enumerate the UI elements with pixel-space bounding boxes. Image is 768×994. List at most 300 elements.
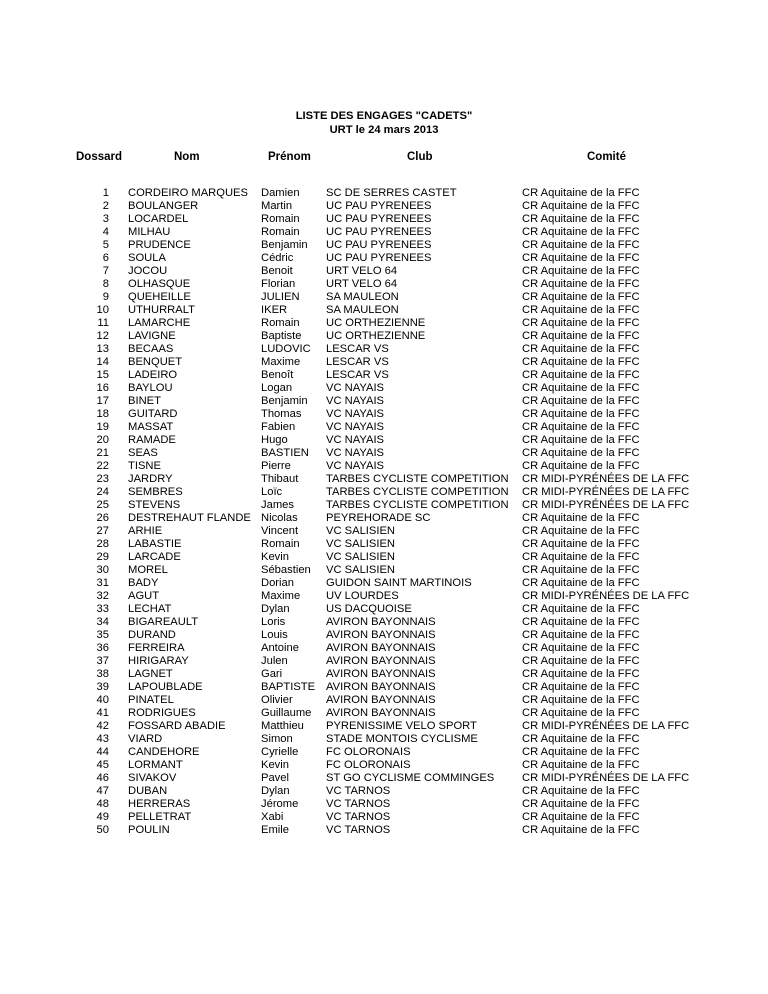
- cell-comite: CR Aquitaine de la FFC: [522, 252, 640, 264]
- cell-prenom: Matthieu: [261, 720, 304, 732]
- cell-club: TARBES CYCLISTE COMPETITION: [326, 473, 509, 485]
- cell-prenom: James: [261, 499, 294, 511]
- cell-nom: ARHIE: [128, 525, 163, 537]
- cell-club: AVIRON BAYONNAIS: [326, 694, 436, 706]
- table-row: [0, 551, 768, 564]
- cell-nom: LAPOUBLADE: [128, 681, 203, 693]
- cell-comite: CR Aquitaine de la FFC: [522, 408, 640, 420]
- cell-nom: MILHAU: [128, 226, 171, 238]
- cell-club: AVIRON BAYONNAIS: [326, 642, 436, 654]
- cell-prenom: Benjamin: [261, 395, 308, 407]
- cell-comite: CR Aquitaine de la FFC: [522, 187, 640, 199]
- table-row: [0, 577, 768, 590]
- header-club: Club: [407, 151, 433, 163]
- table-row: [0, 590, 768, 603]
- cell-club: VC TARNOS: [326, 785, 391, 797]
- cell-nom: CANDEHORE: [128, 746, 200, 758]
- table-row: [0, 642, 768, 655]
- cell-prenom: Maxime: [261, 356, 301, 368]
- cell-dossard: 31: [96, 577, 109, 589]
- cell-prenom: Thomas: [261, 408, 302, 420]
- cell-nom: LOCARDEL: [128, 213, 189, 225]
- cell-club: US DACQUOISE: [326, 603, 412, 615]
- cell-club: AVIRON BAYONNAIS: [326, 707, 436, 719]
- cell-dossard: 22: [96, 460, 109, 472]
- cell-comite: CR MIDI-PYRÉNÉES DE LA FFC: [522, 486, 690, 498]
- cell-nom: SEAS: [128, 447, 158, 459]
- cell-nom: STEVENS: [128, 499, 181, 511]
- cell-nom: OLHASQUE: [128, 278, 191, 290]
- table-row: [0, 239, 768, 252]
- cell-dossard: 25: [96, 499, 109, 511]
- cell-nom: DUBAN: [128, 785, 168, 797]
- cell-club: UC PAU PYRENEES: [326, 252, 432, 264]
- table-row: [0, 460, 768, 473]
- cell-nom: SIVAKOV: [128, 772, 177, 784]
- entries-table: [0, 187, 768, 837]
- cell-dossard: 10: [96, 304, 109, 316]
- cell-dossard: 5: [102, 239, 109, 251]
- cell-prenom: Gari: [261, 668, 283, 680]
- cell-nom: POULIN: [128, 824, 170, 836]
- cell-club: TARBES CYCLISTE COMPETITION: [326, 499, 509, 511]
- cell-comite: CR Aquitaine de la FFC: [522, 512, 640, 524]
- cell-comite: CR Aquitaine de la FFC: [522, 538, 640, 550]
- cell-comite: CR Aquitaine de la FFC: [522, 824, 640, 836]
- cell-comite: CR Aquitaine de la FFC: [522, 460, 640, 472]
- cell-comite: CR Aquitaine de la FFC: [522, 291, 640, 303]
- cell-dossard: 7: [102, 265, 109, 277]
- cell-club: LESCAR VS: [326, 369, 389, 381]
- table-row: [0, 226, 768, 239]
- table-row: [0, 421, 768, 434]
- table-row: [0, 811, 768, 824]
- cell-prenom: Romain: [261, 317, 300, 329]
- cell-nom: VIARD: [128, 733, 163, 745]
- cell-club: UC PAU PYRENEES: [326, 239, 432, 251]
- cell-prenom: BASTIEN: [261, 447, 309, 459]
- cell-club: VC NAYAIS: [326, 395, 385, 407]
- cell-nom: LADEIRO: [128, 369, 178, 381]
- cell-comite: CR Aquitaine de la FFC: [522, 681, 640, 693]
- header-comite: Comité: [587, 151, 626, 163]
- cell-nom: LARCADE: [128, 551, 181, 563]
- table-row: [0, 655, 768, 668]
- cell-nom: HIRIGARAY: [128, 655, 189, 667]
- table-row: [0, 278, 768, 291]
- cell-dossard: 50: [96, 824, 109, 836]
- table-row: [0, 694, 768, 707]
- cell-comite: CR Aquitaine de la FFC: [522, 551, 640, 563]
- table-row: [0, 317, 768, 330]
- cell-comite: CR MIDI-PYRÉNÉES DE LA FFC: [522, 772, 690, 784]
- table-row: [0, 382, 768, 395]
- cell-prenom: Logan: [261, 382, 293, 394]
- table-row: [0, 265, 768, 278]
- cell-dossard: 24: [96, 486, 109, 498]
- cell-comite: CR MIDI-PYRÉNÉES DE LA FFC: [522, 590, 690, 602]
- cell-nom: RODRIGUES: [128, 707, 196, 719]
- cell-prenom: Martin: [261, 200, 293, 212]
- cell-prenom: Loïc: [261, 486, 283, 498]
- table-row: [0, 213, 768, 226]
- cell-club: URT VELO 64: [326, 265, 398, 277]
- cell-prenom: Julen: [261, 655, 288, 667]
- table-row: [0, 304, 768, 317]
- cell-comite: CR Aquitaine de la FFC: [522, 811, 640, 823]
- cell-nom: FOSSARD ABADIE: [128, 720, 226, 732]
- table-row: [0, 200, 768, 213]
- cell-club: VC NAYAIS: [326, 408, 385, 420]
- table-row: [0, 434, 768, 447]
- cell-dossard: 1: [102, 187, 109, 199]
- cell-prenom: Hugo: [261, 434, 288, 446]
- cell-comite: CR Aquitaine de la FFC: [522, 798, 640, 810]
- cell-dossard: 42: [96, 720, 109, 732]
- cell-prenom: Benjamin: [261, 239, 308, 251]
- cell-dossard: 47: [96, 785, 109, 797]
- header-nom: Nom: [174, 151, 200, 163]
- cell-club: PEYREHORADE SC: [326, 512, 431, 524]
- cell-comite: CR Aquitaine de la FFC: [522, 278, 640, 290]
- cell-nom: BECAAS: [128, 343, 174, 355]
- cell-nom: DURAND: [128, 629, 176, 641]
- cell-nom: BENQUET: [128, 356, 183, 368]
- cell-club: PYRENISSIME VELO SPORT: [326, 720, 477, 732]
- cell-nom: LABASTIE: [128, 538, 182, 550]
- cell-comite: CR MIDI-PYRÉNÉES DE LA FFC: [522, 473, 690, 485]
- table-row: [0, 707, 768, 720]
- cell-comite: CR Aquitaine de la FFC: [522, 785, 640, 797]
- cell-dossard: 34: [96, 616, 109, 628]
- table-row: [0, 603, 768, 616]
- cell-comite: CR Aquitaine de la FFC: [522, 694, 640, 706]
- cell-prenom: Loris: [261, 616, 286, 628]
- cell-comite: CR Aquitaine de la FFC: [522, 395, 640, 407]
- cell-comite: CR MIDI-PYRÉNÉES DE LA FFC: [522, 720, 690, 732]
- cell-dossard: 2: [102, 200, 109, 212]
- cell-club: FC OLORONAIS: [326, 746, 411, 758]
- table-row: [0, 369, 768, 382]
- cell-club: VC SALISIEN: [326, 538, 396, 550]
- cell-nom: PELLETRAT: [128, 811, 192, 823]
- cell-comite: CR Aquitaine de la FFC: [522, 421, 640, 433]
- cell-club: AVIRON BAYONNAIS: [326, 668, 436, 680]
- cell-nom: FERREIRA: [128, 642, 185, 654]
- cell-nom: BIGAREAULT: [128, 616, 199, 628]
- cell-club: VC TARNOS: [326, 798, 391, 810]
- table-row: [0, 759, 768, 772]
- cell-comite: CR Aquitaine de la FFC: [522, 655, 640, 667]
- cell-prenom: Nicolas: [261, 512, 298, 524]
- table-row: [0, 252, 768, 265]
- cell-dossard: 37: [96, 655, 109, 667]
- table-row: [0, 343, 768, 356]
- header-prenom: Prénom: [268, 151, 311, 163]
- cell-nom: PRUDENCE: [128, 239, 191, 251]
- cell-prenom: Pierre: [261, 460, 291, 472]
- cell-prenom: Romain: [261, 538, 300, 550]
- cell-dossard: 9: [102, 291, 109, 303]
- cell-dossard: 16: [96, 382, 109, 394]
- title-line-2: URT le 24 mars 2013: [329, 123, 439, 136]
- cell-club: AVIRON BAYONNAIS: [326, 629, 436, 641]
- cell-dossard: 20: [96, 434, 109, 446]
- cell-prenom: IKER: [261, 304, 288, 316]
- cell-dossard: 23: [96, 473, 109, 485]
- cell-prenom: Sébastien: [261, 564, 311, 576]
- cell-prenom: Pavel: [261, 772, 289, 784]
- cell-prenom: Damien: [261, 187, 300, 199]
- cell-comite: CR Aquitaine de la FFC: [522, 434, 640, 446]
- table-row: [0, 473, 768, 486]
- table-row: [0, 187, 768, 200]
- table-row: [0, 733, 768, 746]
- cell-nom: RAMADE: [128, 434, 176, 446]
- cell-club: UC ORTHEZIENNE: [326, 330, 426, 342]
- table-row: [0, 564, 768, 577]
- cell-prenom: Xabi: [261, 811, 284, 823]
- cell-prenom: Emile: [261, 824, 289, 836]
- cell-nom: GUITARD: [128, 408, 178, 420]
- cell-dossard: 27: [96, 525, 109, 537]
- table-row: [0, 291, 768, 304]
- cell-club: AVIRON BAYONNAIS: [326, 681, 436, 693]
- cell-dossard: 46: [96, 772, 109, 784]
- cell-dossard: 8: [102, 278, 109, 290]
- cell-dossard: 48: [96, 798, 109, 810]
- cell-dossard: 3: [102, 213, 109, 225]
- cell-club: SC DE SERRES CASTET: [326, 187, 457, 199]
- cell-club: LESCAR VS: [326, 356, 389, 368]
- cell-nom: BINET: [128, 395, 161, 407]
- cell-club: VC SALISIEN: [326, 564, 396, 576]
- cell-club: TARBES CYCLISTE COMPETITION: [326, 486, 509, 498]
- title-line-1: LISTE DES ENGAGES "CADETS": [295, 110, 473, 122]
- cell-club: GUIDON SAINT MARTINOIS: [326, 577, 472, 589]
- cell-prenom: Dylan: [261, 603, 290, 615]
- cell-comite: CR Aquitaine de la FFC: [522, 525, 640, 537]
- cell-nom: LAMARCHE: [128, 317, 191, 329]
- cell-club: UC PAU PYRENEES: [326, 226, 432, 238]
- cell-nom: BADY: [128, 577, 159, 589]
- table-row: [0, 616, 768, 629]
- cell-dossard: 45: [96, 759, 109, 771]
- cell-prenom: Baptiste: [261, 330, 302, 342]
- cell-dossard: 29: [96, 551, 109, 563]
- cell-nom: MASSAT: [128, 421, 174, 433]
- cell-dossard: 14: [96, 356, 109, 368]
- cell-dossard: 43: [96, 733, 109, 745]
- table-row: [0, 408, 768, 421]
- cell-club: URT VELO 64: [326, 278, 398, 290]
- cell-dossard: 38: [96, 668, 109, 680]
- cell-comite: CR Aquitaine de la FFC: [522, 200, 640, 212]
- cell-dossard: 6: [102, 252, 109, 264]
- cell-prenom: Dylan: [261, 785, 290, 797]
- table-row: [0, 512, 768, 525]
- cell-dossard: 4: [102, 226, 109, 238]
- cell-prenom: Florian: [261, 278, 296, 290]
- cell-comite: CR Aquitaine de la FFC: [522, 616, 640, 628]
- cell-prenom: Cédric: [261, 252, 294, 264]
- cell-nom: LECHAT: [128, 603, 172, 615]
- table-row: [0, 330, 768, 343]
- cell-nom: SOULA: [128, 252, 166, 264]
- cell-comite: CR Aquitaine de la FFC: [522, 642, 640, 654]
- cell-dossard: 39: [96, 681, 109, 693]
- cell-nom: BAYLOU: [128, 382, 173, 394]
- cell-club: VC TARNOS: [326, 824, 391, 836]
- cell-club: UC ORTHEZIENNE: [326, 317, 426, 329]
- cell-prenom: Benoit: [261, 265, 293, 277]
- cell-prenom: JULIEN: [261, 291, 300, 303]
- cell-club: VC NAYAIS: [326, 382, 385, 394]
- table-row: [0, 681, 768, 694]
- cell-dossard: 17: [96, 395, 109, 407]
- cell-club: UV LOURDES: [326, 590, 399, 602]
- cell-prenom: Olivier: [261, 694, 293, 706]
- cell-comite: CR Aquitaine de la FFC: [522, 356, 640, 368]
- header-dossard: Dossard: [76, 151, 123, 163]
- cell-club: VC NAYAIS: [326, 460, 385, 472]
- cell-club: FC OLORONAIS: [326, 759, 411, 771]
- table-row: [0, 525, 768, 538]
- cell-prenom: Vincent: [261, 525, 299, 537]
- cell-prenom: LUDOVIC: [261, 343, 311, 355]
- cell-prenom: BAPTISTE: [261, 681, 316, 693]
- cell-dossard: 30: [96, 564, 109, 576]
- cell-dossard: 12: [96, 330, 109, 342]
- cell-comite: CR Aquitaine de la FFC: [522, 304, 640, 316]
- cell-dossard: 44: [96, 746, 109, 758]
- cell-nom: AGUT: [128, 590, 160, 602]
- cell-comite: CR Aquitaine de la FFC: [522, 317, 640, 329]
- cell-nom: QUEHEILLE: [128, 291, 191, 303]
- cell-comite: CR Aquitaine de la FFC: [522, 382, 640, 394]
- cell-prenom: Jérome: [261, 798, 299, 810]
- cell-comite: CR MIDI-PYRÉNÉES DE LA FFC: [522, 499, 690, 511]
- cell-club: SA MAULEON: [326, 291, 399, 303]
- cell-dossard: 41: [96, 707, 109, 719]
- table-row: [0, 447, 768, 460]
- table-row: [0, 486, 768, 499]
- cell-comite: CR Aquitaine de la FFC: [522, 564, 640, 576]
- cell-dossard: 11: [97, 317, 109, 329]
- cell-club: STADE MONTOIS CYCLISME: [326, 733, 478, 745]
- cell-comite: CR Aquitaine de la FFC: [522, 265, 640, 277]
- cell-nom: LAVIGNE: [128, 330, 176, 342]
- cell-club: AVIRON BAYONNAIS: [326, 616, 436, 628]
- cell-dossard: 35: [96, 629, 109, 641]
- cell-prenom: Fabien: [261, 421, 296, 433]
- table-row: [0, 746, 768, 759]
- table-row: [0, 629, 768, 642]
- cell-prenom: Kevin: [261, 551, 289, 563]
- cell-nom: CORDEIRO MARQUES: [128, 187, 248, 199]
- cell-prenom: Louis: [261, 629, 288, 641]
- table-row: [0, 356, 768, 369]
- cell-dossard: 13: [96, 343, 109, 355]
- cell-club: LESCAR VS: [326, 343, 389, 355]
- table-row: [0, 772, 768, 785]
- cell-club: VC TARNOS: [326, 811, 391, 823]
- cell-club: UC PAU PYRENEES: [326, 213, 432, 225]
- cell-comite: CR Aquitaine de la FFC: [522, 343, 640, 355]
- cell-comite: CR Aquitaine de la FFC: [522, 629, 640, 641]
- cell-club: AVIRON BAYONNAIS: [326, 655, 436, 667]
- cell-nom: TISNE: [128, 460, 161, 472]
- cell-prenom: Kevin: [261, 759, 289, 771]
- cell-dossard: 19: [96, 421, 109, 433]
- cell-prenom: Benoît: [261, 369, 294, 381]
- cell-comite: CR Aquitaine de la FFC: [522, 239, 640, 251]
- table-row: [0, 538, 768, 551]
- cell-prenom: Dorian: [261, 577, 294, 589]
- cell-prenom: Guillaume: [261, 707, 312, 719]
- cell-dossard: 28: [96, 538, 109, 550]
- cell-nom: DESTREHAUT FLANDE: [128, 512, 251, 524]
- cell-comite: CR Aquitaine de la FFC: [522, 733, 640, 745]
- cell-club: VC NAYAIS: [326, 434, 385, 446]
- cell-club: ST GO CYCLISME COMMINGES: [326, 772, 495, 784]
- cell-dossard: 18: [96, 408, 109, 420]
- cell-nom: SEMBRES: [128, 486, 183, 498]
- cell-comite: CR Aquitaine de la FFC: [522, 707, 640, 719]
- cell-prenom: Simon: [261, 733, 293, 745]
- cell-club: UC PAU PYRENEES: [326, 200, 432, 212]
- cell-comite: CR Aquitaine de la FFC: [522, 226, 640, 238]
- cell-comite: CR Aquitaine de la FFC: [522, 577, 640, 589]
- table-row: [0, 720, 768, 733]
- cell-nom: UTHURRALT: [128, 304, 195, 316]
- cell-nom: JARDRY: [128, 473, 173, 485]
- cell-comite: CR Aquitaine de la FFC: [522, 603, 640, 615]
- cell-club: VC SALISIEN: [326, 551, 396, 563]
- table-row: [0, 798, 768, 811]
- cell-comite: CR Aquitaine de la FFC: [522, 668, 640, 680]
- cell-nom: PINATEL: [128, 694, 174, 706]
- cell-nom: MOREL: [128, 564, 168, 576]
- cell-prenom: Romain: [261, 213, 300, 225]
- document-title: [0, 110, 768, 137]
- table-row: [0, 499, 768, 512]
- cell-nom: LAGNET: [128, 668, 173, 680]
- cell-club: VC NAYAIS: [326, 447, 385, 459]
- table-row: [0, 785, 768, 798]
- cell-prenom: Cyrielle: [261, 746, 299, 758]
- table-row: [0, 824, 768, 837]
- cell-nom: LORMANT: [128, 759, 183, 771]
- cell-prenom: Antoine: [261, 642, 299, 654]
- cell-dossard: 36: [96, 642, 109, 654]
- cell-prenom: Maxime: [261, 590, 301, 602]
- cell-nom: BOULANGER: [128, 200, 199, 212]
- cell-nom: JOCOU: [128, 265, 168, 277]
- cell-dossard: 32: [96, 590, 109, 602]
- cell-dossard: 33: [96, 603, 109, 615]
- cell-comite: CR Aquitaine de la FFC: [522, 369, 640, 381]
- table-row: [0, 395, 768, 408]
- cell-dossard: 21: [96, 447, 109, 459]
- cell-comite: CR Aquitaine de la FFC: [522, 759, 640, 771]
- cell-nom: HERRERAS: [128, 798, 191, 810]
- table-row: [0, 668, 768, 681]
- cell-club: SA MAULEON: [326, 304, 399, 316]
- cell-prenom: Thibaut: [261, 473, 299, 485]
- cell-prenom: Romain: [261, 226, 300, 238]
- cell-comite: CR Aquitaine de la FFC: [522, 330, 640, 342]
